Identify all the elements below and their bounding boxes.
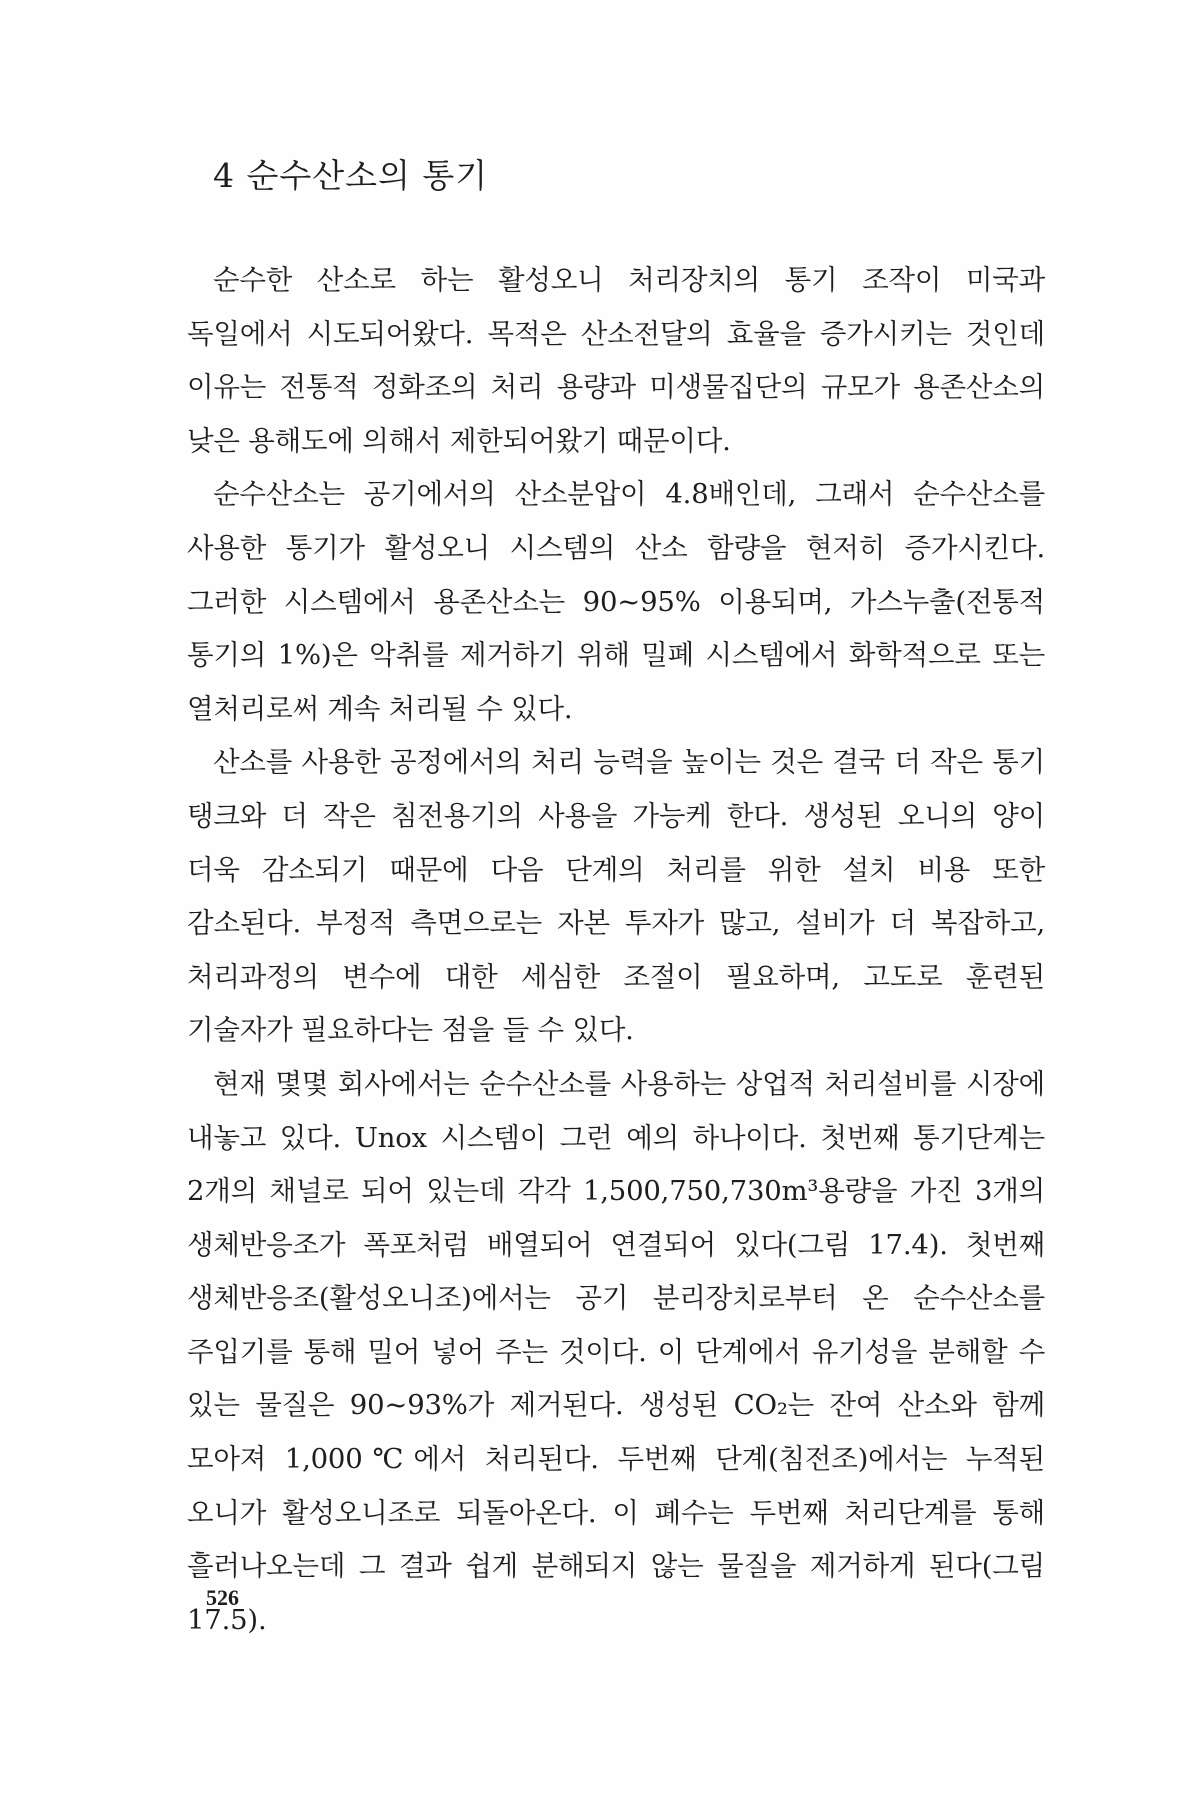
paragraph: 순수한 산소로 하는 활성오니 처리장치의 통기 조작이 미국과 독일에서 시도되어왔다. 목적은 산소전달의 효율을 증가시키는 것인데 이유는 전통적 정화조의 처리 용량과 미생물집단의 규모가 용존산소의 낮은 용해도에 의해서 제한되어왔기 때문이다. [187, 264, 1045, 457]
paragraph: 산소를 사용한 공정에서의 처리 능력을 높이는 것은 결국 더 작은 통기 탱크와 더 작은 침전용기의 사용을 가능케 한다. 생성된 오니의 양이 더욱 감소되기 때문에 다음 단계의 처리를 위한 설치 비용 또한 감소된다. 부정적 측면으로는 자본 투자가 많고, 설비가 더 복잡하고, 처리과정의 변수에 대한 세심한 조절이 필요하며, 고도로 훈련된 기술자가 필요하다는 점을 들 수 있다. [187, 746, 1045, 1047]
paragraph: 현재 몇몇 회사에서는 순수산소를 사용하는 상업적 처리설비를 시장에 내놓고 있다. Unox 시스템이 그런 예의 하나이다. 첫번째 통기단계는 2개의 채널로 되어 있는데 각각 1,500,750,730m³용량을 가진 3개의 생체반응조가 폭포처럼 배열되어 연결되어 있다(그림 17.4). 첫번째 생체반응조(활성오니조)에서는 공기 분리장치로부터 온 순수산소를 주입기를 통해 밀어 넣어 주는 것이다. 이 단계에서 유기성을 분해할 수 있는 물질은 90~93%가 제거된다. 생성된 CO₂는 잔여 산소와 함께 모아져 1,000℃에서 처리된다. 두번째 단계(침전조)에서는 누적된 오니가 활성오니조로 되돌아온다. 이 폐수는 두번째 처리단계를 통해 흘러나오는데 그 결과 쉽게 분해되지 않는 물질을 제거하게 된다(그림 17.5). [187, 1067, 1045, 1636]
section-heading: 4 순수산소의 통기 [213, 156, 489, 195]
page-number: 526 [206, 1585, 239, 1610]
body-text [187, 254, 1045, 1647]
paragraph: 순수산소는 공기에서의 산소분압이 4.8배인데, 그래서 순수산소를 사용한 통기가 활성오니 시스템의 산소 함량을 현저히 증가시킨다. 그러한 시스템에서 용존산소는 90~95% 이용되며, 가스누출(전통적 통기의 1%)은 악취를 제거하기 위해 밀폐 시스템에서 화학적으로 또는 열처리로써 계속 처리될 수 있다. [187, 478, 1045, 725]
